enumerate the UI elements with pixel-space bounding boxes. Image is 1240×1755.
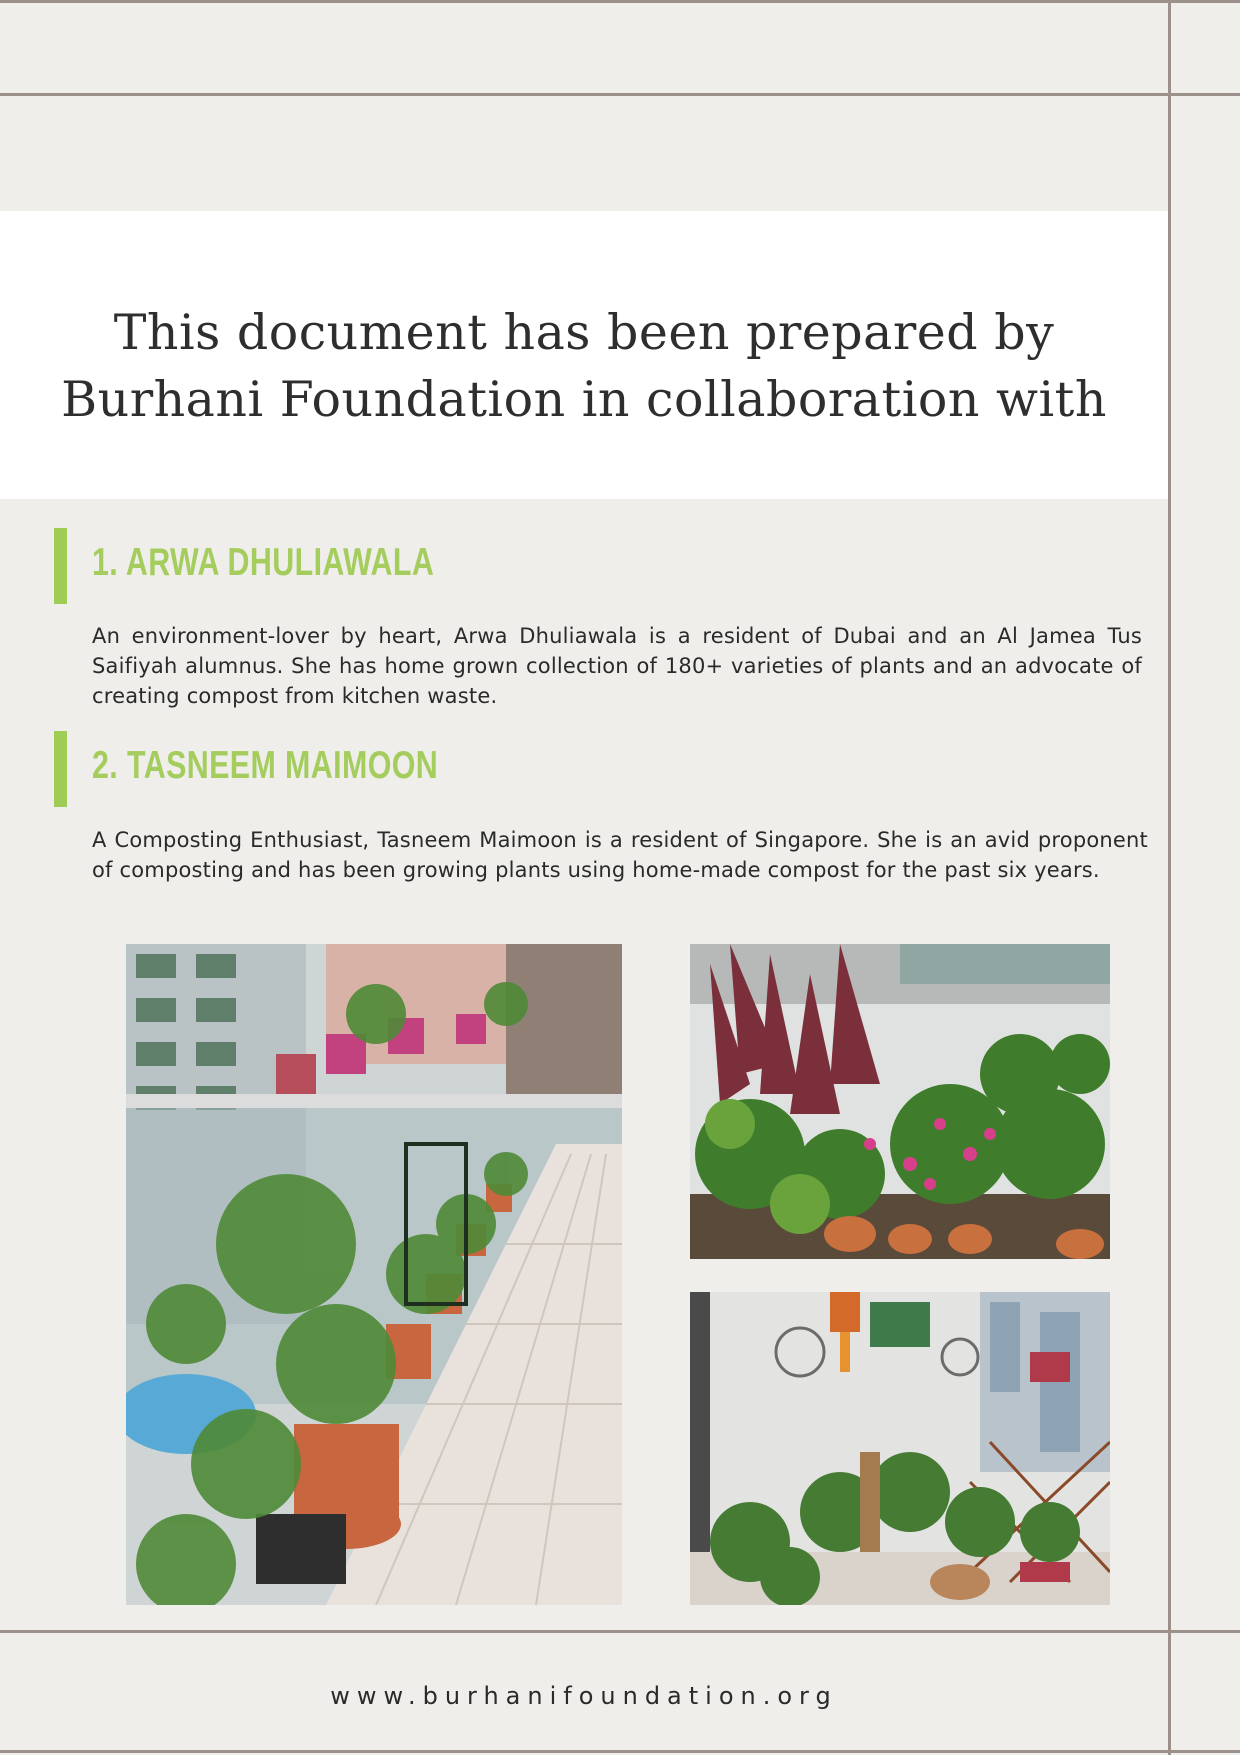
section-body-arwa: An environment-lover by heart, Arwa Dhuliawala is a resident of Dubai and an Al Jamea Tus Saifiyah alumnus. She has home grown collection of 180+ varieties of plants and an advocate of creating compost from kitchen waste. [92,624,1142,708]
section-heading-tasneem: 2. TASNEEM MAIMOON [92,744,439,787]
section-accent-bar-2 [54,731,67,807]
footer-website-link[interactable]: www.burhanifoundation.org [330,1682,838,1710]
balcony-garden-photo [126,944,622,1605]
page-title: This document has been prepared by Burhani Foundation in collaboration with [61,304,1107,428]
header-rule [0,93,1240,96]
section-heading-arwa: 1. ARWA DHULIAWALA [92,541,435,584]
terrace-plants-photo [690,944,1110,1259]
section-accent-bar-1 [54,528,67,604]
footer-rule-bottom [0,1750,1240,1753]
top-rule [0,0,1240,3]
title-band [0,211,1168,499]
balcony-corner-photo [690,1292,1110,1605]
right-rule [1168,0,1171,1755]
footer-rule-top [0,1630,1240,1633]
section-body-tasneem: A Composting Enthusiast, Tasneem Maimoon is a resident of Singapore. She is an avid proponent of composting and has been growing plants using home-made compost for the past six years. [92,828,1148,882]
